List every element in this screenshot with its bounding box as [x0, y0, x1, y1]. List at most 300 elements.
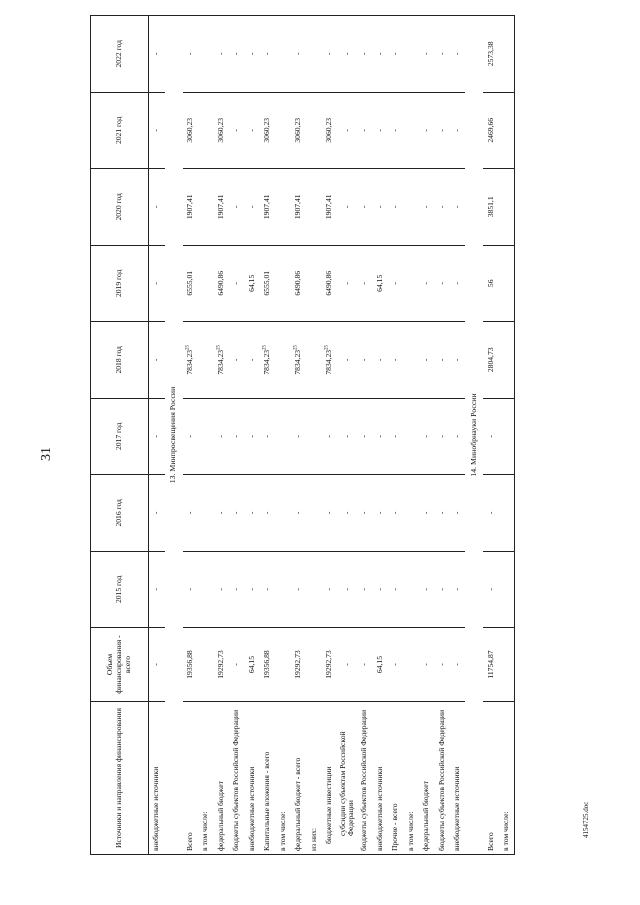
value-cell — [357, 398, 373, 475]
row-label — [434, 702, 450, 855]
cell-text: - — [262, 52, 272, 56]
value-cell — [419, 475, 435, 552]
value-cell — [276, 245, 292, 322]
value-cell — [403, 16, 419, 93]
cell-text: внебюджетные источники — [374, 766, 384, 851]
value-cell — [322, 245, 338, 322]
value-cell — [245, 322, 261, 399]
header-cell: 2017 год — [91, 398, 149, 475]
row-label — [214, 702, 230, 855]
value-cell — [388, 551, 404, 628]
table-row — [322, 16, 338, 855]
cell-text: - — [452, 205, 462, 209]
table-row — [483, 16, 499, 855]
value-cell — [214, 169, 230, 246]
value-cell — [291, 398, 307, 475]
value-cell — [198, 322, 214, 399]
value-cell — [214, 551, 230, 628]
cell-text: - — [374, 435, 384, 438]
cell-text: - — [421, 52, 431, 56]
cell-text: 6490,86 — [215, 270, 225, 296]
row-label — [276, 702, 292, 855]
cell-text: - — [151, 282, 161, 285]
value-cell — [403, 92, 419, 169]
cell-text: 19292,73 — [293, 650, 303, 679]
value-cell — [229, 475, 245, 552]
cell-text: - — [215, 52, 225, 56]
cell-text: - — [231, 52, 241, 56]
cell-text: - — [436, 129, 446, 132]
cell-text: - — [421, 205, 431, 209]
cell-text: федеральный бюджет — [215, 781, 225, 851]
value-cell — [307, 551, 323, 628]
cell-text: - — [341, 511, 351, 515]
value-cell — [198, 551, 214, 628]
cell-text: 6555,01 — [262, 270, 272, 296]
page-number: 31 — [39, 447, 54, 461]
cell-text: - — [359, 129, 369, 132]
value-cell — [450, 16, 466, 93]
table-row — [307, 16, 323, 855]
section-title-row — [165, 16, 183, 855]
cell-text: субсидии субъектам Российской Федерации — [337, 731, 356, 836]
table-row — [388, 16, 404, 855]
cell-text: бюджетные инвестиции — [324, 766, 334, 844]
cell-text: - — [390, 511, 400, 515]
cell-text: - — [359, 205, 369, 209]
table-row — [276, 16, 292, 855]
value-cell — [419, 398, 435, 475]
value-cell — [198, 628, 214, 702]
table-row — [357, 16, 373, 855]
value-cell — [307, 322, 323, 399]
cell-text: - — [421, 129, 431, 132]
value-cell — [388, 398, 404, 475]
cell-text: - — [421, 663, 431, 666]
value-cell — [403, 628, 419, 702]
cell-text: - — [436, 663, 446, 666]
value-cell — [388, 245, 404, 322]
value-cell — [419, 322, 435, 399]
value-cell — [357, 475, 373, 552]
value-cell — [434, 475, 450, 552]
cell-text: в том числе: — [277, 811, 287, 851]
value-cell — [198, 92, 214, 169]
cell-text: - — [359, 358, 369, 362]
value-cell — [276, 16, 292, 93]
value-cell — [434, 398, 450, 475]
cell-text: - — [231, 511, 241, 515]
value-cell — [307, 169, 323, 246]
value-cell — [434, 322, 450, 399]
cell-text: - — [374, 511, 384, 515]
value-cell — [419, 169, 435, 246]
cell-text: - — [452, 435, 462, 438]
value-cell — [307, 92, 323, 169]
section-title: 14. Минобрнауки России — [465, 16, 483, 855]
cell-text: - — [215, 511, 225, 515]
value-cell — [229, 551, 245, 628]
value-cell — [149, 92, 165, 169]
value-cell — [499, 628, 515, 702]
value-cell — [450, 245, 466, 322]
table-row — [499, 16, 515, 855]
value-cell — [276, 398, 292, 475]
section-title-row — [465, 16, 483, 855]
cell-text: 64,15 — [246, 274, 256, 292]
value-cell — [229, 92, 245, 169]
value-cell — [434, 628, 450, 702]
cell-text: 19356,88 — [184, 650, 194, 679]
funding-table — [90, 15, 515, 855]
cell-text: 6490,86 — [324, 270, 334, 296]
cell-text: Прочие - всего — [390, 803, 400, 851]
value-cell — [245, 169, 261, 246]
row-label — [403, 702, 419, 855]
table-row — [245, 16, 261, 855]
value-cell — [483, 322, 499, 399]
value-cell — [450, 475, 466, 552]
cell-text: - — [151, 435, 161, 438]
value-cell — [419, 628, 435, 702]
cell-text: 1907,41 — [184, 194, 194, 220]
value-cell — [483, 92, 499, 169]
value-cell — [403, 169, 419, 246]
value-cell — [322, 475, 338, 552]
cell-text: 3060,23 — [293, 117, 303, 143]
cell-text: - — [374, 588, 384, 591]
value-cell — [198, 398, 214, 475]
cell-text: бюджеты субъектов Российской Федерации — [231, 709, 241, 851]
value-cell — [245, 551, 261, 628]
file-name-footer: 4154725.doc — [582, 801, 590, 838]
value-cell — [307, 398, 323, 475]
cell-text: - — [341, 205, 351, 209]
cell-text: - — [262, 511, 272, 515]
cell-text: - — [452, 282, 462, 285]
row-label — [483, 702, 499, 855]
row-label — [291, 702, 307, 855]
value-cell — [245, 475, 261, 552]
value-cell — [183, 322, 199, 399]
table-row — [291, 16, 307, 855]
footnote-mark: 25 — [324, 344, 330, 350]
cell-text: - — [485, 588, 495, 591]
cell-text: - — [324, 52, 334, 56]
value-cell — [291, 92, 307, 169]
value-cell — [372, 245, 388, 322]
value-cell — [434, 245, 450, 322]
cell-text: - — [390, 435, 400, 438]
cell-text: - — [231, 663, 241, 666]
cell-text: - — [341, 663, 351, 666]
value-cell — [403, 245, 419, 322]
header-cell: 2021 год — [91, 92, 149, 169]
value-cell — [499, 551, 515, 628]
header-cell: Объем финансирования - всего — [91, 628, 149, 702]
table-row — [450, 16, 466, 855]
cell-text: - — [246, 52, 256, 56]
cell-text: - — [231, 435, 241, 438]
value-cell — [322, 398, 338, 475]
cell-text: 3851,1 — [485, 196, 495, 218]
value-cell — [183, 16, 199, 93]
value-cell — [419, 245, 435, 322]
cell-text: - — [359, 511, 369, 515]
value-cell — [372, 398, 388, 475]
cell-text: 2469,66 — [485, 117, 495, 143]
value-cell — [372, 92, 388, 169]
value-cell — [372, 322, 388, 399]
cell-text: 7834,23 — [324, 349, 334, 375]
value-cell — [372, 628, 388, 702]
value-cell — [372, 169, 388, 246]
value-cell — [403, 551, 419, 628]
header-cell: 2015 год — [91, 551, 149, 628]
value-cell — [403, 322, 419, 399]
value-cell — [245, 245, 261, 322]
value-cell — [307, 628, 323, 702]
cell-text: - — [436, 588, 446, 591]
table-header-row — [91, 16, 149, 855]
value-cell — [434, 16, 450, 93]
cell-text: - — [436, 205, 446, 209]
row-label — [499, 702, 515, 855]
value-cell — [198, 245, 214, 322]
row-label — [307, 702, 323, 855]
value-cell — [338, 551, 357, 628]
value-cell — [149, 475, 165, 552]
value-cell — [214, 475, 230, 552]
value-cell — [403, 398, 419, 475]
value-cell — [322, 551, 338, 628]
cell-text: - — [436, 511, 446, 515]
table-row — [214, 16, 230, 855]
cell-text: - — [231, 282, 241, 285]
cell-text: - — [231, 129, 241, 132]
value-cell — [245, 92, 261, 169]
cell-text: - — [436, 282, 446, 285]
cell-text: в том числе: — [405, 811, 415, 851]
value-cell — [276, 628, 292, 702]
header-cell: 2020 год — [91, 169, 149, 246]
value-cell — [322, 628, 338, 702]
cell-text: 19356,88 — [262, 650, 272, 679]
value-cell — [291, 475, 307, 552]
value-cell — [388, 169, 404, 246]
value-cell — [149, 322, 165, 399]
cell-text: 19292,73 — [324, 650, 334, 679]
cell-text: - — [421, 511, 431, 515]
value-cell — [214, 628, 230, 702]
cell-text: - — [246, 358, 256, 362]
table-row — [198, 16, 214, 855]
value-cell — [450, 169, 466, 246]
cell-text: 19292,73 — [215, 650, 225, 679]
value-cell — [372, 16, 388, 93]
row-label — [372, 702, 388, 855]
value-cell — [338, 169, 357, 246]
row-label — [198, 702, 214, 855]
value-cell — [229, 16, 245, 93]
value-cell — [388, 16, 404, 93]
footnote-mark: 25 — [293, 344, 299, 350]
value-cell — [276, 169, 292, 246]
value-cell — [483, 169, 499, 246]
value-cell — [276, 475, 292, 552]
value-cell — [183, 92, 199, 169]
value-cell — [499, 92, 515, 169]
table-row — [229, 16, 245, 855]
value-cell — [260, 628, 276, 702]
value-cell — [403, 475, 419, 552]
cell-text: - — [390, 52, 400, 56]
header-cell: 2018 год — [91, 322, 149, 399]
value-cell — [198, 16, 214, 93]
cell-text: внебюджетные источники — [151, 766, 161, 851]
cell-text: Всего — [485, 832, 495, 851]
value-cell — [388, 475, 404, 552]
cell-text: - — [246, 588, 256, 591]
cell-text: - — [151, 663, 161, 666]
value-cell — [149, 551, 165, 628]
cell-text: 3060,23 — [215, 117, 225, 143]
cell-text: - — [184, 52, 194, 56]
cell-text: - — [436, 435, 446, 438]
row-label — [338, 702, 357, 855]
value-cell — [229, 322, 245, 399]
value-cell — [214, 92, 230, 169]
cell-text: бюджеты субъектов Российской Федерации — [359, 709, 369, 851]
cell-text: - — [421, 435, 431, 438]
cell-text: внебюджетные источники — [246, 766, 256, 851]
value-cell — [229, 398, 245, 475]
value-cell — [357, 245, 373, 322]
value-cell — [499, 398, 515, 475]
cell-text: - — [341, 129, 351, 132]
value-cell — [388, 628, 404, 702]
value-cell — [198, 169, 214, 246]
cell-text: 1907,41 — [293, 194, 303, 220]
cell-text: - — [359, 663, 369, 666]
cell-text: - — [215, 435, 225, 438]
value-cell — [450, 398, 466, 475]
value-cell — [245, 16, 261, 93]
value-cell — [338, 92, 357, 169]
cell-text: - — [151, 205, 161, 209]
value-cell — [357, 92, 373, 169]
value-cell — [214, 16, 230, 93]
value-cell — [357, 322, 373, 399]
header-cell: 2016 год — [91, 475, 149, 552]
value-cell — [322, 169, 338, 246]
value-cell — [357, 16, 373, 93]
cell-text: - — [359, 435, 369, 438]
value-cell — [149, 628, 165, 702]
cell-text: - — [452, 588, 462, 591]
value-cell — [229, 628, 245, 702]
cell-text: - — [390, 358, 400, 362]
row-label — [260, 702, 276, 855]
cell-text: - — [293, 588, 303, 591]
value-cell — [260, 322, 276, 399]
cell-text: в том числе: — [200, 811, 210, 851]
table-row — [434, 16, 450, 855]
cell-text: - — [341, 588, 351, 591]
value-cell — [499, 245, 515, 322]
cell-text: - — [485, 511, 495, 515]
section-title: 13. Минпросвещения России — [165, 16, 183, 855]
cell-text: - — [184, 511, 194, 515]
value-cell — [183, 398, 199, 475]
value-cell — [183, 169, 199, 246]
rotated-page — [90, 15, 600, 855]
table-row — [260, 16, 276, 855]
cell-text: - — [485, 435, 495, 438]
row-label — [388, 702, 404, 855]
cell-text: - — [374, 358, 384, 362]
value-cell — [183, 551, 199, 628]
value-cell — [260, 169, 276, 246]
table-row — [338, 16, 357, 855]
cell-text: - — [452, 511, 462, 515]
cell-text: - — [293, 435, 303, 438]
table-row — [372, 16, 388, 855]
cell-text: 6555,01 — [184, 270, 194, 296]
value-cell — [499, 16, 515, 93]
value-cell — [338, 628, 357, 702]
cell-text: - — [341, 52, 351, 56]
cell-text: 56 — [485, 279, 495, 288]
value-cell — [149, 245, 165, 322]
cell-text: - — [262, 588, 272, 591]
cell-text: - — [436, 358, 446, 362]
value-cell — [357, 169, 373, 246]
cell-text: - — [246, 511, 256, 515]
cell-text: - — [293, 511, 303, 515]
cell-text: - — [151, 52, 161, 56]
cell-text: - — [341, 358, 351, 362]
row-label — [322, 702, 338, 855]
cell-text: в том числе: — [501, 811, 511, 851]
cell-text: - — [262, 435, 272, 438]
value-cell — [338, 16, 357, 93]
cell-text: 6490,86 — [293, 270, 303, 296]
cell-text: - — [374, 129, 384, 132]
value-cell — [434, 169, 450, 246]
cell-text: - — [184, 435, 194, 438]
value-cell — [149, 169, 165, 246]
value-cell — [291, 628, 307, 702]
value-cell — [307, 16, 323, 93]
value-cell — [307, 245, 323, 322]
value-cell — [322, 92, 338, 169]
value-cell — [149, 16, 165, 93]
value-cell — [260, 398, 276, 475]
value-cell — [260, 475, 276, 552]
value-cell — [260, 92, 276, 169]
cell-text: - — [436, 52, 446, 56]
footnote-mark: 25 — [216, 344, 222, 350]
cell-text: - — [151, 358, 161, 362]
cell-text: - — [374, 205, 384, 209]
row-label — [419, 702, 435, 855]
cell-text: 1907,41 — [324, 194, 334, 220]
value-cell — [338, 398, 357, 475]
value-cell — [434, 92, 450, 169]
cell-text: 2804,73 — [485, 347, 495, 373]
value-cell — [198, 475, 214, 552]
